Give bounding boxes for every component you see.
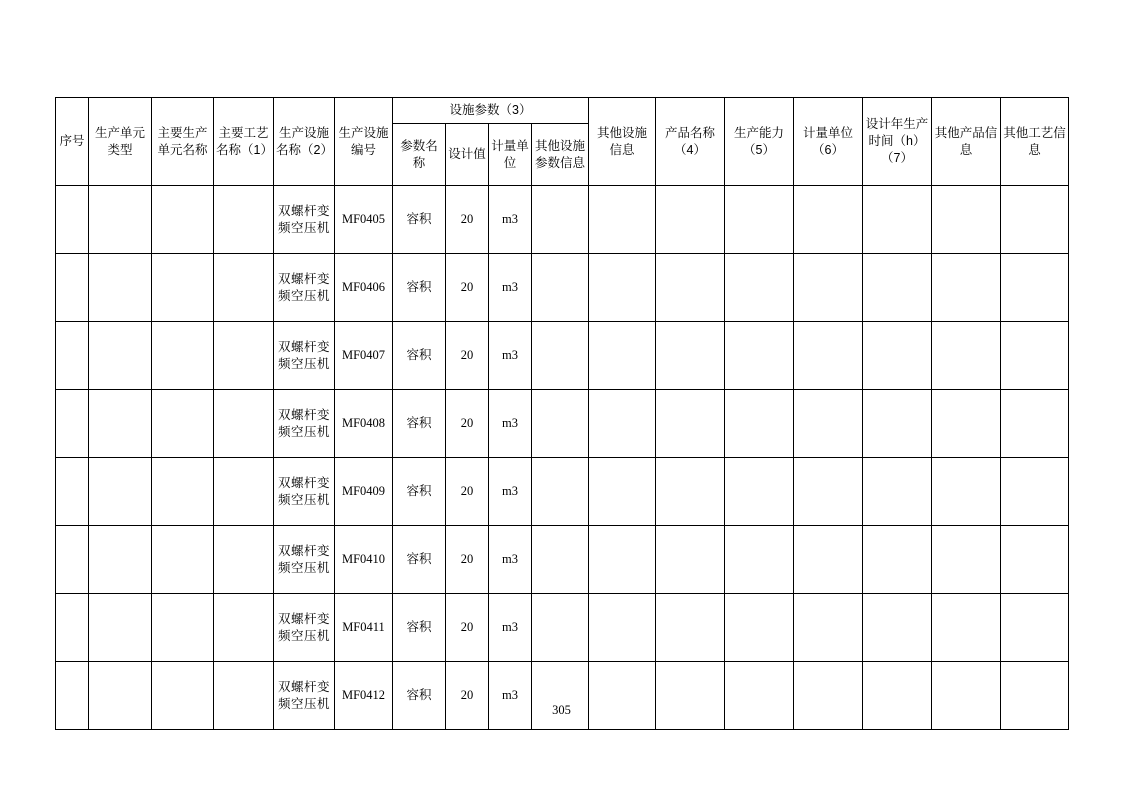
cell-design-value: 20 bbox=[446, 526, 489, 594]
cell-other-facility-info bbox=[589, 390, 656, 458]
cell-unit-type bbox=[89, 390, 152, 458]
cell-unit-name bbox=[152, 526, 214, 594]
cell-param-name: 容积 bbox=[393, 186, 446, 254]
cell-unit-type bbox=[89, 526, 152, 594]
cell-design-value: 20 bbox=[446, 458, 489, 526]
cell-unit-name bbox=[152, 186, 214, 254]
table-row bbox=[56, 594, 1069, 662]
cell-other-param-info bbox=[532, 458, 589, 526]
col-header-other-product-info: 其他产品信息 bbox=[932, 98, 1001, 186]
cell-unit-type bbox=[89, 254, 152, 322]
cell-unit-name bbox=[152, 594, 214, 662]
cell-annual-hours bbox=[863, 390, 932, 458]
cell-unit-type bbox=[89, 662, 152, 730]
cell-product-name bbox=[656, 186, 725, 254]
cell-measure-unit: m3 bbox=[489, 390, 532, 458]
cell-unit-name bbox=[152, 254, 214, 322]
cell-process-name bbox=[214, 390, 274, 458]
cell-other-process-info bbox=[1001, 254, 1069, 322]
cell-seq bbox=[56, 594, 89, 662]
cell-capacity-unit bbox=[794, 390, 863, 458]
cell-other-facility-info bbox=[589, 662, 656, 730]
cell-param-name: 容积 bbox=[393, 458, 446, 526]
cell-capacity bbox=[725, 594, 794, 662]
header-row-group bbox=[56, 98, 1069, 124]
cell-param-name: 容积 bbox=[393, 254, 446, 322]
col-header-unit-name: 主要生产单元名称 bbox=[152, 98, 214, 186]
cell-param-name: 容积 bbox=[393, 526, 446, 594]
col-header-seq: 序号 bbox=[56, 98, 89, 186]
col-header-facility-parameters-group: 设施参数（3） bbox=[393, 98, 589, 124]
col-header-param-name: 参数名称 bbox=[393, 124, 446, 186]
cell-capacity-unit bbox=[794, 526, 863, 594]
cell-capacity-unit bbox=[794, 594, 863, 662]
cell-other-process-info bbox=[1001, 186, 1069, 254]
cell-other-product-info bbox=[932, 526, 1001, 594]
cell-unit-type bbox=[89, 594, 152, 662]
cell-other-product-info bbox=[932, 254, 1001, 322]
cell-unit-name bbox=[152, 322, 214, 390]
cell-unit-type bbox=[89, 322, 152, 390]
cell-param-name: 容积 bbox=[393, 322, 446, 390]
col-header-annual-hours: 设计年生产时间（h）（7） bbox=[863, 98, 932, 186]
cell-other-facility-info bbox=[589, 458, 656, 526]
cell-product-name bbox=[656, 254, 725, 322]
cell-seq bbox=[56, 390, 89, 458]
cell-seq bbox=[56, 526, 89, 594]
table-row bbox=[56, 458, 1069, 526]
cell-seq bbox=[56, 186, 89, 254]
cell-other-param-info bbox=[532, 254, 589, 322]
cell-capacity bbox=[725, 458, 794, 526]
cell-unit-name bbox=[152, 458, 214, 526]
cell-measure-unit: m3 bbox=[489, 662, 532, 730]
cell-unit-type bbox=[89, 186, 152, 254]
cell-unit-name bbox=[152, 662, 214, 730]
cell-facility-name: 双螺杆变频空压机 bbox=[274, 390, 335, 458]
cell-other-product-info bbox=[932, 594, 1001, 662]
page-number: 305 bbox=[552, 703, 571, 717]
cell-design-value: 20 bbox=[446, 662, 489, 730]
table-row bbox=[56, 254, 1069, 322]
cell-unit-type bbox=[89, 458, 152, 526]
cell-param-name: 容积 bbox=[393, 390, 446, 458]
col-header-facility-name: 生产设施名称（2） bbox=[274, 98, 335, 186]
cell-capacity-unit bbox=[794, 254, 863, 322]
col-header-facility-code: 生产设施编号 bbox=[335, 98, 393, 186]
cell-other-product-info bbox=[932, 390, 1001, 458]
cell-facility-code: MF0406 bbox=[335, 254, 393, 322]
cell-process-name bbox=[214, 662, 274, 730]
col-header-other-process-info: 其他工艺信息 bbox=[1001, 98, 1069, 186]
cell-other-facility-info bbox=[589, 186, 656, 254]
facility-parameter-table-wrapper bbox=[55, 97, 1068, 730]
col-header-product-name: 产品名称（4） bbox=[656, 98, 725, 186]
cell-process-name bbox=[214, 322, 274, 390]
cell-process-name bbox=[214, 254, 274, 322]
col-header-process-name: 主要工艺名称（1） bbox=[214, 98, 274, 186]
table-row bbox=[56, 390, 1069, 458]
cell-process-name bbox=[214, 526, 274, 594]
cell-param-name: 容积 bbox=[393, 662, 446, 730]
cell-other-process-info bbox=[1001, 322, 1069, 390]
cell-annual-hours bbox=[863, 526, 932, 594]
table-row bbox=[56, 662, 1069, 730]
cell-other-process-info bbox=[1001, 390, 1069, 458]
cell-other-param-info bbox=[532, 662, 589, 730]
cell-measure-unit: m3 bbox=[489, 594, 532, 662]
cell-other-process-info bbox=[1001, 594, 1069, 662]
cell-capacity bbox=[725, 390, 794, 458]
cell-product-name bbox=[656, 526, 725, 594]
cell-other-product-info bbox=[932, 186, 1001, 254]
cell-unit-name bbox=[152, 390, 214, 458]
cell-facility-name: 双螺杆变频空压机 bbox=[274, 186, 335, 254]
cell-capacity-unit bbox=[794, 662, 863, 730]
table-header bbox=[56, 98, 1069, 186]
cell-other-facility-info bbox=[589, 322, 656, 390]
cell-other-product-info bbox=[932, 662, 1001, 730]
col-header-unit-type: 生产单元类型 bbox=[89, 98, 152, 186]
cell-other-param-info bbox=[532, 322, 589, 390]
facility-parameter-table bbox=[55, 97, 1069, 730]
cell-facility-code: MF0408 bbox=[335, 390, 393, 458]
cell-process-name bbox=[214, 458, 274, 526]
cell-annual-hours bbox=[863, 254, 932, 322]
cell-annual-hours bbox=[863, 322, 932, 390]
cell-facility-name: 双螺杆变频空压机 bbox=[274, 322, 335, 390]
col-header-other-param-info: 其他设施参数信息 bbox=[532, 124, 589, 186]
cell-product-name bbox=[656, 594, 725, 662]
cell-annual-hours bbox=[863, 458, 932, 526]
cell-facility-code: MF0405 bbox=[335, 186, 393, 254]
cell-measure-unit: m3 bbox=[489, 254, 532, 322]
cell-measure-unit: m3 bbox=[489, 322, 532, 390]
col-header-other-facility-info: 其他设施信息 bbox=[589, 98, 656, 186]
cell-capacity-unit bbox=[794, 458, 863, 526]
cell-seq bbox=[56, 662, 89, 730]
cell-other-param-info bbox=[532, 186, 589, 254]
cell-facility-code: MF0410 bbox=[335, 526, 393, 594]
cell-facility-code: MF0407 bbox=[335, 322, 393, 390]
cell-capacity bbox=[725, 322, 794, 390]
table-row bbox=[56, 186, 1069, 254]
cell-facility-name: 双螺杆变频空压机 bbox=[274, 254, 335, 322]
cell-measure-unit: m3 bbox=[489, 458, 532, 526]
cell-seq bbox=[56, 254, 89, 322]
cell-other-process-info bbox=[1001, 662, 1069, 730]
cell-other-param-info bbox=[532, 526, 589, 594]
cell-facility-name: 双螺杆变频空压机 bbox=[274, 594, 335, 662]
col-header-capacity-unit: 计量单位（6） bbox=[794, 98, 863, 186]
cell-capacity bbox=[725, 526, 794, 594]
cell-facility-name: 双螺杆变频空压机 bbox=[274, 526, 335, 594]
cell-other-product-info bbox=[932, 322, 1001, 390]
cell-other-facility-info bbox=[589, 254, 656, 322]
cell-capacity-unit bbox=[794, 186, 863, 254]
cell-capacity bbox=[725, 254, 794, 322]
cell-seq bbox=[56, 322, 89, 390]
cell-product-name bbox=[656, 662, 725, 730]
col-header-design-value: 设计值 bbox=[446, 124, 489, 186]
cell-facility-code: MF0411 bbox=[335, 594, 393, 662]
cell-design-value: 20 bbox=[446, 254, 489, 322]
cell-capacity-unit bbox=[794, 322, 863, 390]
cell-other-process-info bbox=[1001, 458, 1069, 526]
cell-annual-hours bbox=[863, 186, 932, 254]
cell-annual-hours bbox=[863, 594, 932, 662]
table-row bbox=[56, 322, 1069, 390]
cell-other-process-info bbox=[1001, 526, 1069, 594]
cell-other-product-info bbox=[932, 458, 1001, 526]
cell-other-param-info bbox=[532, 594, 589, 662]
cell-other-param-info bbox=[532, 390, 589, 458]
cell-design-value: 20 bbox=[446, 390, 489, 458]
cell-capacity bbox=[725, 662, 794, 730]
cell-design-value: 20 bbox=[446, 322, 489, 390]
cell-product-name bbox=[656, 322, 725, 390]
cell-measure-unit: m3 bbox=[489, 526, 532, 594]
cell-facility-name: 双螺杆变频空压机 bbox=[274, 458, 335, 526]
col-header-measure-unit: 计量单位 bbox=[489, 124, 532, 186]
cell-other-facility-info bbox=[589, 594, 656, 662]
cell-param-name: 容积 bbox=[393, 594, 446, 662]
cell-annual-hours bbox=[863, 662, 932, 730]
cell-capacity bbox=[725, 186, 794, 254]
cell-facility-code: MF0412 bbox=[335, 662, 393, 730]
table-body bbox=[56, 186, 1069, 730]
cell-other-facility-info bbox=[589, 526, 656, 594]
cell-measure-unit: m3 bbox=[489, 186, 532, 254]
col-header-capacity: 生产能力（5） bbox=[725, 98, 794, 186]
cell-process-name bbox=[214, 186, 274, 254]
cell-seq bbox=[56, 458, 89, 526]
table-row bbox=[56, 526, 1069, 594]
cell-design-value: 20 bbox=[446, 594, 489, 662]
cell-product-name bbox=[656, 458, 725, 526]
cell-facility-name: 双螺杆变频空压机 bbox=[274, 662, 335, 730]
cell-design-value: 20 bbox=[446, 186, 489, 254]
cell-facility-code: MF0409 bbox=[335, 458, 393, 526]
cell-product-name bbox=[656, 390, 725, 458]
cell-process-name bbox=[214, 594, 274, 662]
